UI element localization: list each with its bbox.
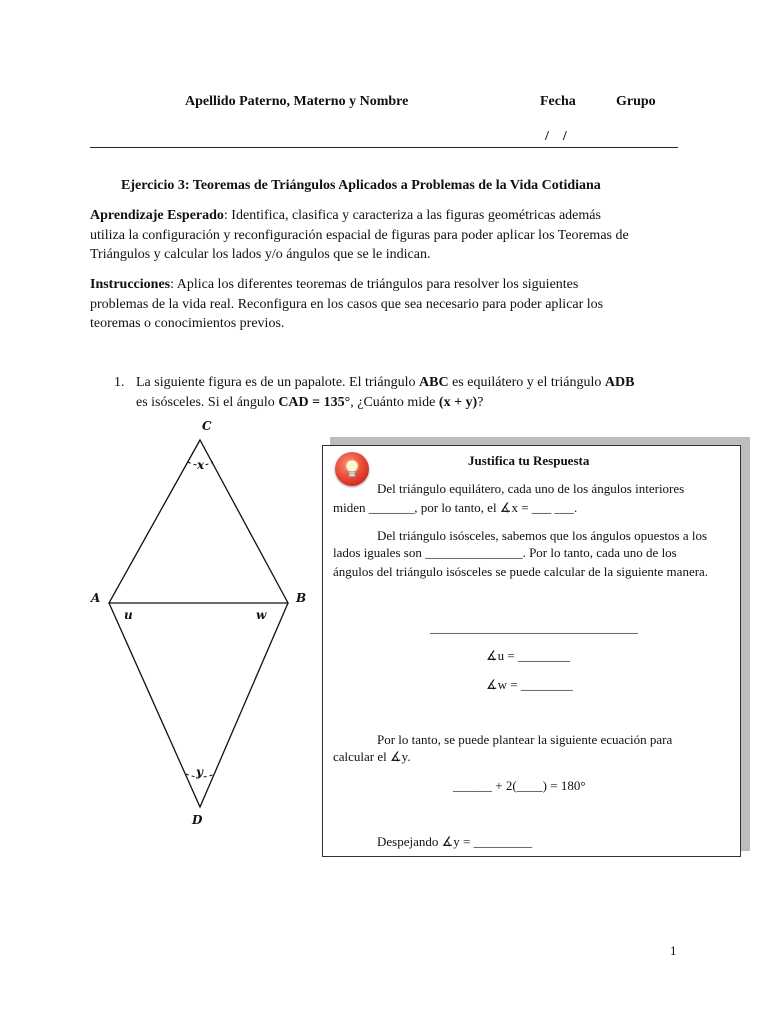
vertex-label-c: C <box>202 419 212 433</box>
angle-label-y: y <box>196 765 203 779</box>
instructions-text-1: : Aplica los diferentes teoremas de triángulos para resolver los siguientes <box>170 277 579 292</box>
u-equation: ∡u = ________ <box>486 648 570 663</box>
vertex-label-b: B <box>296 591 307 605</box>
angle-label-x: x <box>197 458 205 472</box>
exercise-title: Ejercicio 3: Teoremas de Triángulos Aplicados a Problemas de la Vida Cotidiana <box>121 178 601 193</box>
triangle-adb: ADB <box>604 375 635 390</box>
box-title: Justifica tu Respuesta <box>468 453 590 468</box>
equals-sign: = <box>308 394 324 410</box>
problem-text-2c: ? <box>477 394 484 410</box>
date-slashes: / / <box>545 129 567 144</box>
angle-value: 135° <box>323 394 351 410</box>
box-p1-line1: Del triángulo equilátero, cada uno de los ángulos interiores <box>377 481 685 496</box>
learning-text-3: Triángulos y calcular los lados y/o ángulos que se le indican. <box>90 247 431 262</box>
box-p1-line2: miden _______, por lo tanto, el ∡x = ___ ___. <box>333 500 578 515</box>
problem-text-2b: , ¿Cuánto mide <box>350 394 439 410</box>
learning-label: Aprendizaje Esperado <box>90 208 224 223</box>
clearing-y: Despejando ∡y = _________ <box>377 834 533 849</box>
question-expression: (x + y) <box>438 394 478 410</box>
box-p2-line3: ángulos del triángulo isósceles se puede calcular de la siguiente manera. <box>333 564 709 579</box>
angle-label-u: u <box>124 608 133 622</box>
triangle-abc: ABC <box>419 375 449 390</box>
problem-text-1b: es equilátero y el triángulo <box>448 375 605 390</box>
name-label: Apellido Paterno, Materno y Nombre <box>185 94 409 109</box>
lightbulb-icon <box>335 452 369 486</box>
angle-label-w: w <box>256 608 267 622</box>
group-label: Grupo <box>616 94 656 109</box>
box-p2-line2: lados iguales son _______________. Por lo tanto, cada uno de los <box>333 545 677 560</box>
instructions-text-2: problemas de la vida real. Reconfigura en los casos que sea necesario para poder aplicar los <box>90 296 604 312</box>
box-p2-line1: Del triángulo isósceles, sabemos que los ángulos opuestos a los <box>377 528 708 543</box>
angle-cad: CAD <box>278 394 309 410</box>
learning-text-1: : Identifica, clasifica y caracteriza a las figuras geométricas además <box>223 208 601 223</box>
w-equation: ∡w = ________ <box>486 677 573 692</box>
problem-number: 1. <box>114 375 125 390</box>
problem-text-2a: es isósceles. Si el ángulo <box>136 394 279 410</box>
final-equation: ______ + 2(____) = 180° <box>453 778 586 793</box>
box-p3-line2: calcular el ∡y. <box>333 749 411 764</box>
box-p3-line1: Por lo tanto, se puede plantear la siguiente ecuación para <box>377 732 673 747</box>
justification-box <box>322 445 741 857</box>
instructions-text-3: teoremas o conocimientos previos. <box>90 316 285 331</box>
problem-text-1a: La siguiente figura es de un papalote. El triángulo <box>136 375 420 390</box>
instructions-label: Instrucciones <box>90 277 171 292</box>
kite-figure <box>0 0 330 840</box>
vertex-label-d: D <box>192 813 203 827</box>
vertex-label-a: A <box>91 591 101 605</box>
date-label: Fecha <box>540 94 576 109</box>
learning-text-2: utiliza la configuración y reconfiguración espacial de figuras para poder aplicar los Teoremas de <box>90 227 629 243</box>
page-number: 1 <box>670 943 677 958</box>
fraction-line: ________________________________ <box>430 620 638 635</box>
